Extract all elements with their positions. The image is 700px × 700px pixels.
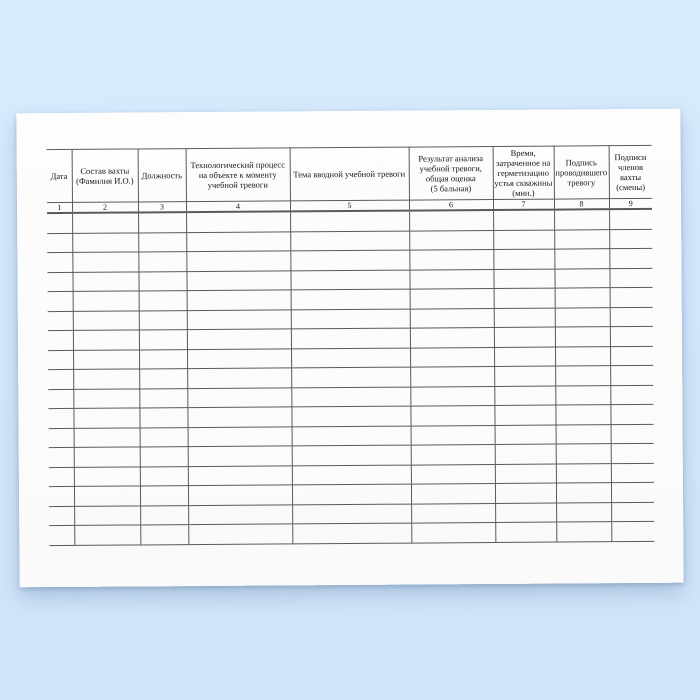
column-header-crew-signatures: Подписи членов вахты (смены): [609, 145, 652, 198]
empty-cell: [409, 269, 493, 289]
column-number-7: 7: [493, 199, 554, 210]
empty-cell: [410, 405, 494, 425]
empty-cell: [555, 288, 610, 308]
column-header-topic: Тема вводной учебной тревоги: [290, 147, 409, 201]
empty-cell: [494, 327, 555, 347]
empty-cell: [187, 329, 291, 349]
empty-cell: [494, 386, 555, 406]
empty-cell: [140, 466, 188, 486]
empty-cell: [72, 271, 138, 291]
empty-cell: [291, 309, 410, 329]
empty-cell: [610, 287, 653, 307]
empty-cell: [494, 347, 555, 367]
empty-cell: [493, 230, 554, 250]
empty-cell: [494, 288, 555, 308]
empty-cell: [48, 311, 73, 331]
empty-cell: [188, 524, 292, 544]
empty-cell: [495, 464, 556, 484]
training-alarm-log-table: [47, 145, 655, 546]
empty-cell: [49, 525, 74, 545]
empty-cell: [291, 348, 410, 368]
column-header-crew: Состав вахты (Фамилия И.О.): [72, 149, 138, 202]
column-number-9: 9: [609, 198, 652, 209]
empty-cell: [74, 486, 140, 506]
journal-page: [16, 109, 683, 588]
table-body: [47, 209, 654, 545]
empty-cell: [48, 389, 73, 409]
empty-cell: [73, 408, 139, 428]
empty-cell: [290, 211, 409, 232]
empty-cell: [187, 348, 291, 368]
empty-cell: [495, 425, 556, 445]
empty-cell: [291, 289, 410, 309]
empty-cell: [74, 525, 140, 545]
empty-cell: [139, 310, 187, 330]
empty-cell: [610, 346, 653, 366]
empty-cell: [556, 424, 611, 444]
empty-cell: [139, 291, 187, 311]
empty-cell: [140, 427, 188, 447]
empty-cell: [611, 521, 654, 541]
column-header-conductor-signature: Подпись проводившего тревогу: [554, 146, 609, 199]
column-number-1: 1: [47, 202, 72, 213]
empty-cell: [290, 270, 409, 290]
empty-cell: [290, 250, 409, 270]
column-number-6: 6: [409, 199, 493, 210]
empty-cell: [556, 522, 611, 542]
empty-cell: [72, 252, 138, 272]
empty-cell: [411, 444, 495, 464]
empty-cell: [494, 366, 555, 386]
empty-cell: [291, 367, 410, 387]
empty-cell: [556, 463, 611, 483]
empty-cell: [611, 443, 654, 463]
empty-cell: [139, 369, 187, 389]
empty-cell: [72, 232, 138, 252]
empty-cell: [554, 268, 609, 288]
empty-cell: [48, 291, 73, 311]
column-number-3: 3: [138, 202, 186, 213]
empty-cell: [47, 272, 72, 292]
empty-cell: [74, 466, 140, 486]
empty-cell: [410, 288, 494, 308]
empty-cell: [554, 209, 609, 229]
empty-cell: [140, 525, 188, 545]
empty-cell: [411, 425, 495, 445]
empty-cell: [410, 386, 494, 406]
empty-cell: [409, 230, 493, 250]
empty-cell: [49, 486, 74, 506]
empty-cell: [609, 229, 652, 249]
empty-cell: [556, 483, 611, 503]
empty-cell: [291, 328, 410, 348]
empty-cell: [48, 350, 73, 370]
empty-cell: [49, 447, 74, 467]
empty-cell: [73, 310, 139, 330]
empty-cell: [292, 445, 411, 465]
empty-cell: [610, 385, 653, 405]
empty-cell: [292, 465, 411, 485]
empty-cell: [610, 404, 653, 424]
empty-cell: [554, 249, 609, 269]
empty-cell: [49, 467, 74, 487]
empty-cell: [139, 349, 187, 369]
empty-cell: [411, 483, 495, 503]
empty-cell: [74, 427, 140, 447]
empty-cell: [611, 424, 654, 444]
empty-cell: [140, 486, 188, 506]
empty-cell: [556, 502, 611, 522]
empty-cell: [73, 349, 139, 369]
empty-cell: [493, 249, 554, 269]
empty-cell: [186, 251, 290, 271]
empty-cell: [410, 347, 494, 367]
empty-cell: [187, 309, 291, 329]
empty-cell: [188, 465, 292, 485]
empty-cell: [290, 231, 409, 251]
empty-cell: [493, 269, 554, 289]
empty-cell: [187, 407, 291, 427]
empty-cell: [49, 428, 74, 448]
empty-cell: [410, 366, 494, 386]
column-header-process: Технологический процесс на объекте к моменту учебной тревоги: [186, 148, 290, 202]
empty-cell: [409, 249, 493, 269]
empty-cell: [292, 523, 411, 543]
empty-cell: [139, 330, 187, 350]
empty-cell: [555, 346, 610, 366]
empty-cell: [186, 270, 290, 290]
empty-cell: [47, 252, 72, 272]
empty-cell: [138, 252, 186, 272]
empty-cell: [495, 483, 556, 503]
empty-cell: [188, 426, 292, 446]
empty-cell: [73, 291, 139, 311]
empty-cell: [292, 484, 411, 504]
empty-cell: [554, 229, 609, 249]
column-number-8: 8: [554, 199, 609, 210]
empty-cell: [186, 231, 290, 251]
column-header-time: Время, затраченное на герметизацию устья скважины (мин.): [494, 147, 553, 199]
empty-cell: [610, 326, 653, 346]
column-header-position: Должность: [138, 149, 186, 202]
empty-cell: [292, 426, 411, 446]
empty-cell: [187, 387, 291, 407]
empty-cell: [409, 210, 493, 231]
empty-cell: [556, 444, 611, 464]
column-number-5: 5: [290, 200, 409, 211]
empty-cell: [611, 463, 654, 483]
empty-cell: [48, 408, 73, 428]
empty-cell: [410, 308, 494, 328]
empty-cell: [555, 307, 610, 327]
empty-cell: [73, 330, 139, 350]
empty-cell: [188, 504, 292, 524]
empty-cell: [495, 522, 556, 542]
empty-cell: [410, 327, 494, 347]
empty-cell: [609, 209, 652, 229]
empty-cell: [555, 366, 610, 386]
empty-cell: [610, 307, 653, 327]
empty-log-row: [49, 521, 654, 545]
empty-cell: [494, 308, 555, 328]
empty-cell: [187, 368, 291, 388]
empty-cell: [610, 365, 653, 385]
empty-cell: [73, 388, 139, 408]
empty-cell: [139, 408, 187, 428]
empty-cell: [611, 482, 654, 502]
empty-cell: [74, 505, 140, 525]
empty-cell: [291, 406, 410, 426]
empty-cell: [47, 233, 72, 253]
empty-cell: [494, 405, 555, 425]
empty-cell: [186, 211, 290, 232]
empty-cell: [411, 464, 495, 484]
empty-cell: [555, 327, 610, 347]
empty-cell: [48, 330, 73, 350]
empty-cell: [495, 444, 556, 464]
empty-cell: [138, 212, 186, 232]
empty-cell: [188, 485, 292, 505]
empty-cell: [140, 447, 188, 467]
empty-cell: [555, 385, 610, 405]
empty-cell: [187, 290, 291, 310]
empty-cell: [555, 405, 610, 425]
empty-cell: [138, 271, 186, 291]
empty-cell: [49, 506, 74, 526]
empty-cell: [609, 268, 652, 288]
empty-cell: [609, 248, 652, 268]
empty-cell: [411, 503, 495, 523]
empty-cell: [291, 387, 410, 407]
empty-cell: [139, 388, 187, 408]
column-header-result: Результат анализа учебной тревоги, общая оценка (5 бальная): [409, 146, 493, 200]
empty-cell: [611, 502, 654, 522]
empty-cell: [48, 369, 73, 389]
empty-cell: [73, 369, 139, 389]
empty-cell: [140, 505, 188, 525]
empty-cell: [292, 504, 411, 524]
column-number-2: 2: [72, 202, 138, 213]
empty-cell: [47, 213, 72, 233]
empty-cell: [188, 446, 292, 466]
empty-cell: [411, 522, 495, 542]
empty-cell: [72, 212, 138, 232]
column-header-date: Дата: [47, 149, 72, 202]
empty-cell: [138, 232, 186, 252]
empty-cell: [74, 447, 140, 467]
column-number-4: 4: [186, 201, 290, 212]
table-header-row: [47, 145, 652, 202]
empty-cell: [495, 503, 556, 523]
empty-cell: [493, 210, 554, 230]
